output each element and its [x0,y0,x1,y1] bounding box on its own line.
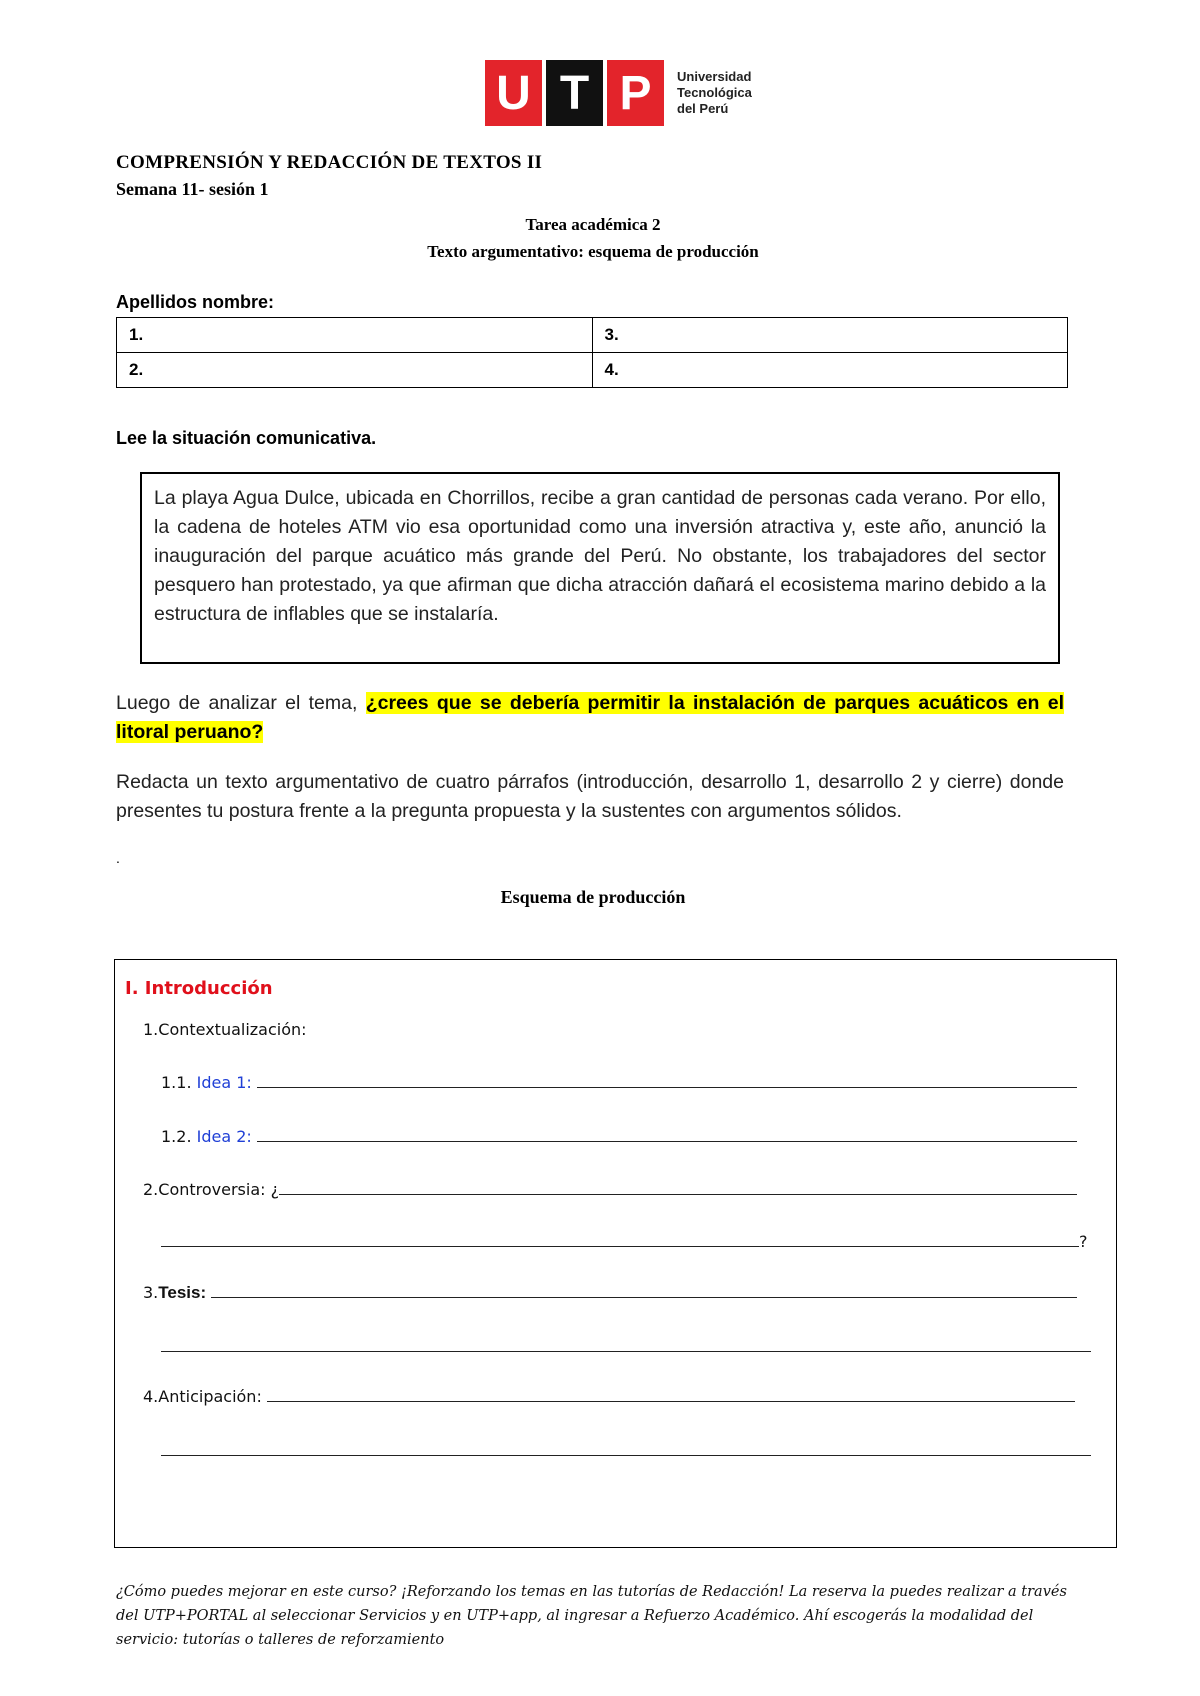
tesis-blank[interactable] [211,1283,1077,1298]
name-cell-1[interactable]: 1. [117,318,593,353]
name-cell-2[interactable]: 2. [117,353,593,388]
week-session: Semana 11- sesión 1 [116,179,269,199]
anticipacion-line [143,1387,1075,1406]
task-subtitle: Texto argumentativo: esquema de producción [427,242,759,261]
idea-1-line [161,1073,1077,1092]
tesis-line [143,1283,1077,1303]
logo-text-line-1: Universidad [677,69,752,84]
stray-dot: . [116,850,120,866]
tesis-blank-2[interactable] [161,1337,1091,1352]
name-cell-3[interactable]: 3. [592,318,1068,353]
question-mark: ? [1079,1232,1088,1251]
idea-2-label: Idea 2: [196,1127,252,1146]
controversia-line-2 [161,1232,1088,1251]
logo-text-line-3: del Perú [677,101,729,116]
logo-text [677,69,752,117]
names-label: Apellidos nombre: [116,292,275,312]
situation-heading: Lee la situación comunicativa. [116,428,377,448]
idea-1-number: 1.1. [161,1073,192,1092]
utp-logo [485,60,752,126]
anticipacion-blank[interactable] [267,1387,1075,1402]
name-cell-4[interactable]: 4. [592,353,1068,388]
task-title: Tarea académica 2 [525,215,661,234]
controversia-blank-2[interactable] [161,1232,1079,1247]
course-title: COMPRENSIÓN Y REDACCIÓN DE TEXTOS II [116,152,543,173]
question-lead: Luego de analizar el tema, [116,692,366,714]
question-highlight: ¿crees que se debería permitir la instalación de parques acuáticos en el litoral peruano? [116,692,1064,743]
schema-box [114,959,1117,1548]
anticipacion-line-2 [161,1441,1091,1460]
idea-2-blank[interactable] [257,1127,1077,1142]
controversia-blank[interactable] [279,1180,1077,1195]
names-table [116,317,1068,388]
schema-title: Esquema de producción [500,887,686,907]
situation-box [140,472,1060,664]
idea-1-blank[interactable] [257,1073,1077,1088]
table-row [117,353,1068,388]
footer-note: ¿Cómo puedes mejorar en este curso? ¡Reforzando los temas en las tutorías de Redacción! La reserva la puedes realizar a través del UTP+PORTAL al seleccionar Servicios y en UTP+app, al ingresar a Refuerzo Académico. Ahí escogerás la modalidad del servicio: tutorías o talleres de reforzamiento [116,1584,1067,1648]
logo-letter-t: T [546,60,603,126]
controversia-label: 2.Controversia: ¿ [143,1180,280,1199]
controversia-line [143,1180,1077,1199]
logo-letter-p: P [607,60,664,126]
section-introduccion: I. Introducción [125,978,273,999]
table-row [117,318,1068,353]
tesis-line-2 [161,1337,1091,1356]
situation-text: La playa Agua Dulce, ubicada en Chorrillos, recibe a gran cantidad de personas cada verano. Por ello, la cadena de hoteles ATM vio esa oportunidad como una inversión atractiva y, este año, anunció la inauguración del parque acuático más grande del Perú. No obstante, los trabajadores del sector pesquero han protestado, ya que afirman que dicha atracción dañará el ecosistema marino debido a la estructura de inflables que se instalaría. [154,487,1046,625]
tesis-number: 3. [143,1283,159,1302]
idea-2-line [161,1127,1077,1146]
contextualizacion-label: 1.Contextualización: [143,1020,307,1039]
question-paragraph [116,689,1064,747]
logo-text-line-2: Tecnológica [677,85,752,100]
anticipacion-label: 4.Anticipación: [143,1387,262,1406]
logo-letter-u: U [485,60,542,126]
idea-1-label: Idea 1: [196,1073,252,1092]
instruction-paragraph: Redacta un texto argumentativo de cuatro párrafos (introducción, desarrollo 1, desarrollo 2 y cierre) donde presentes tu postura frente a la pregunta propuesta y la sustentes con argumentos sólidos. [116,771,1064,822]
anticipacion-blank-2[interactable] [161,1441,1091,1456]
idea-2-number: 1.2. [161,1127,192,1146]
tesis-label: Tesis: [158,1283,207,1302]
